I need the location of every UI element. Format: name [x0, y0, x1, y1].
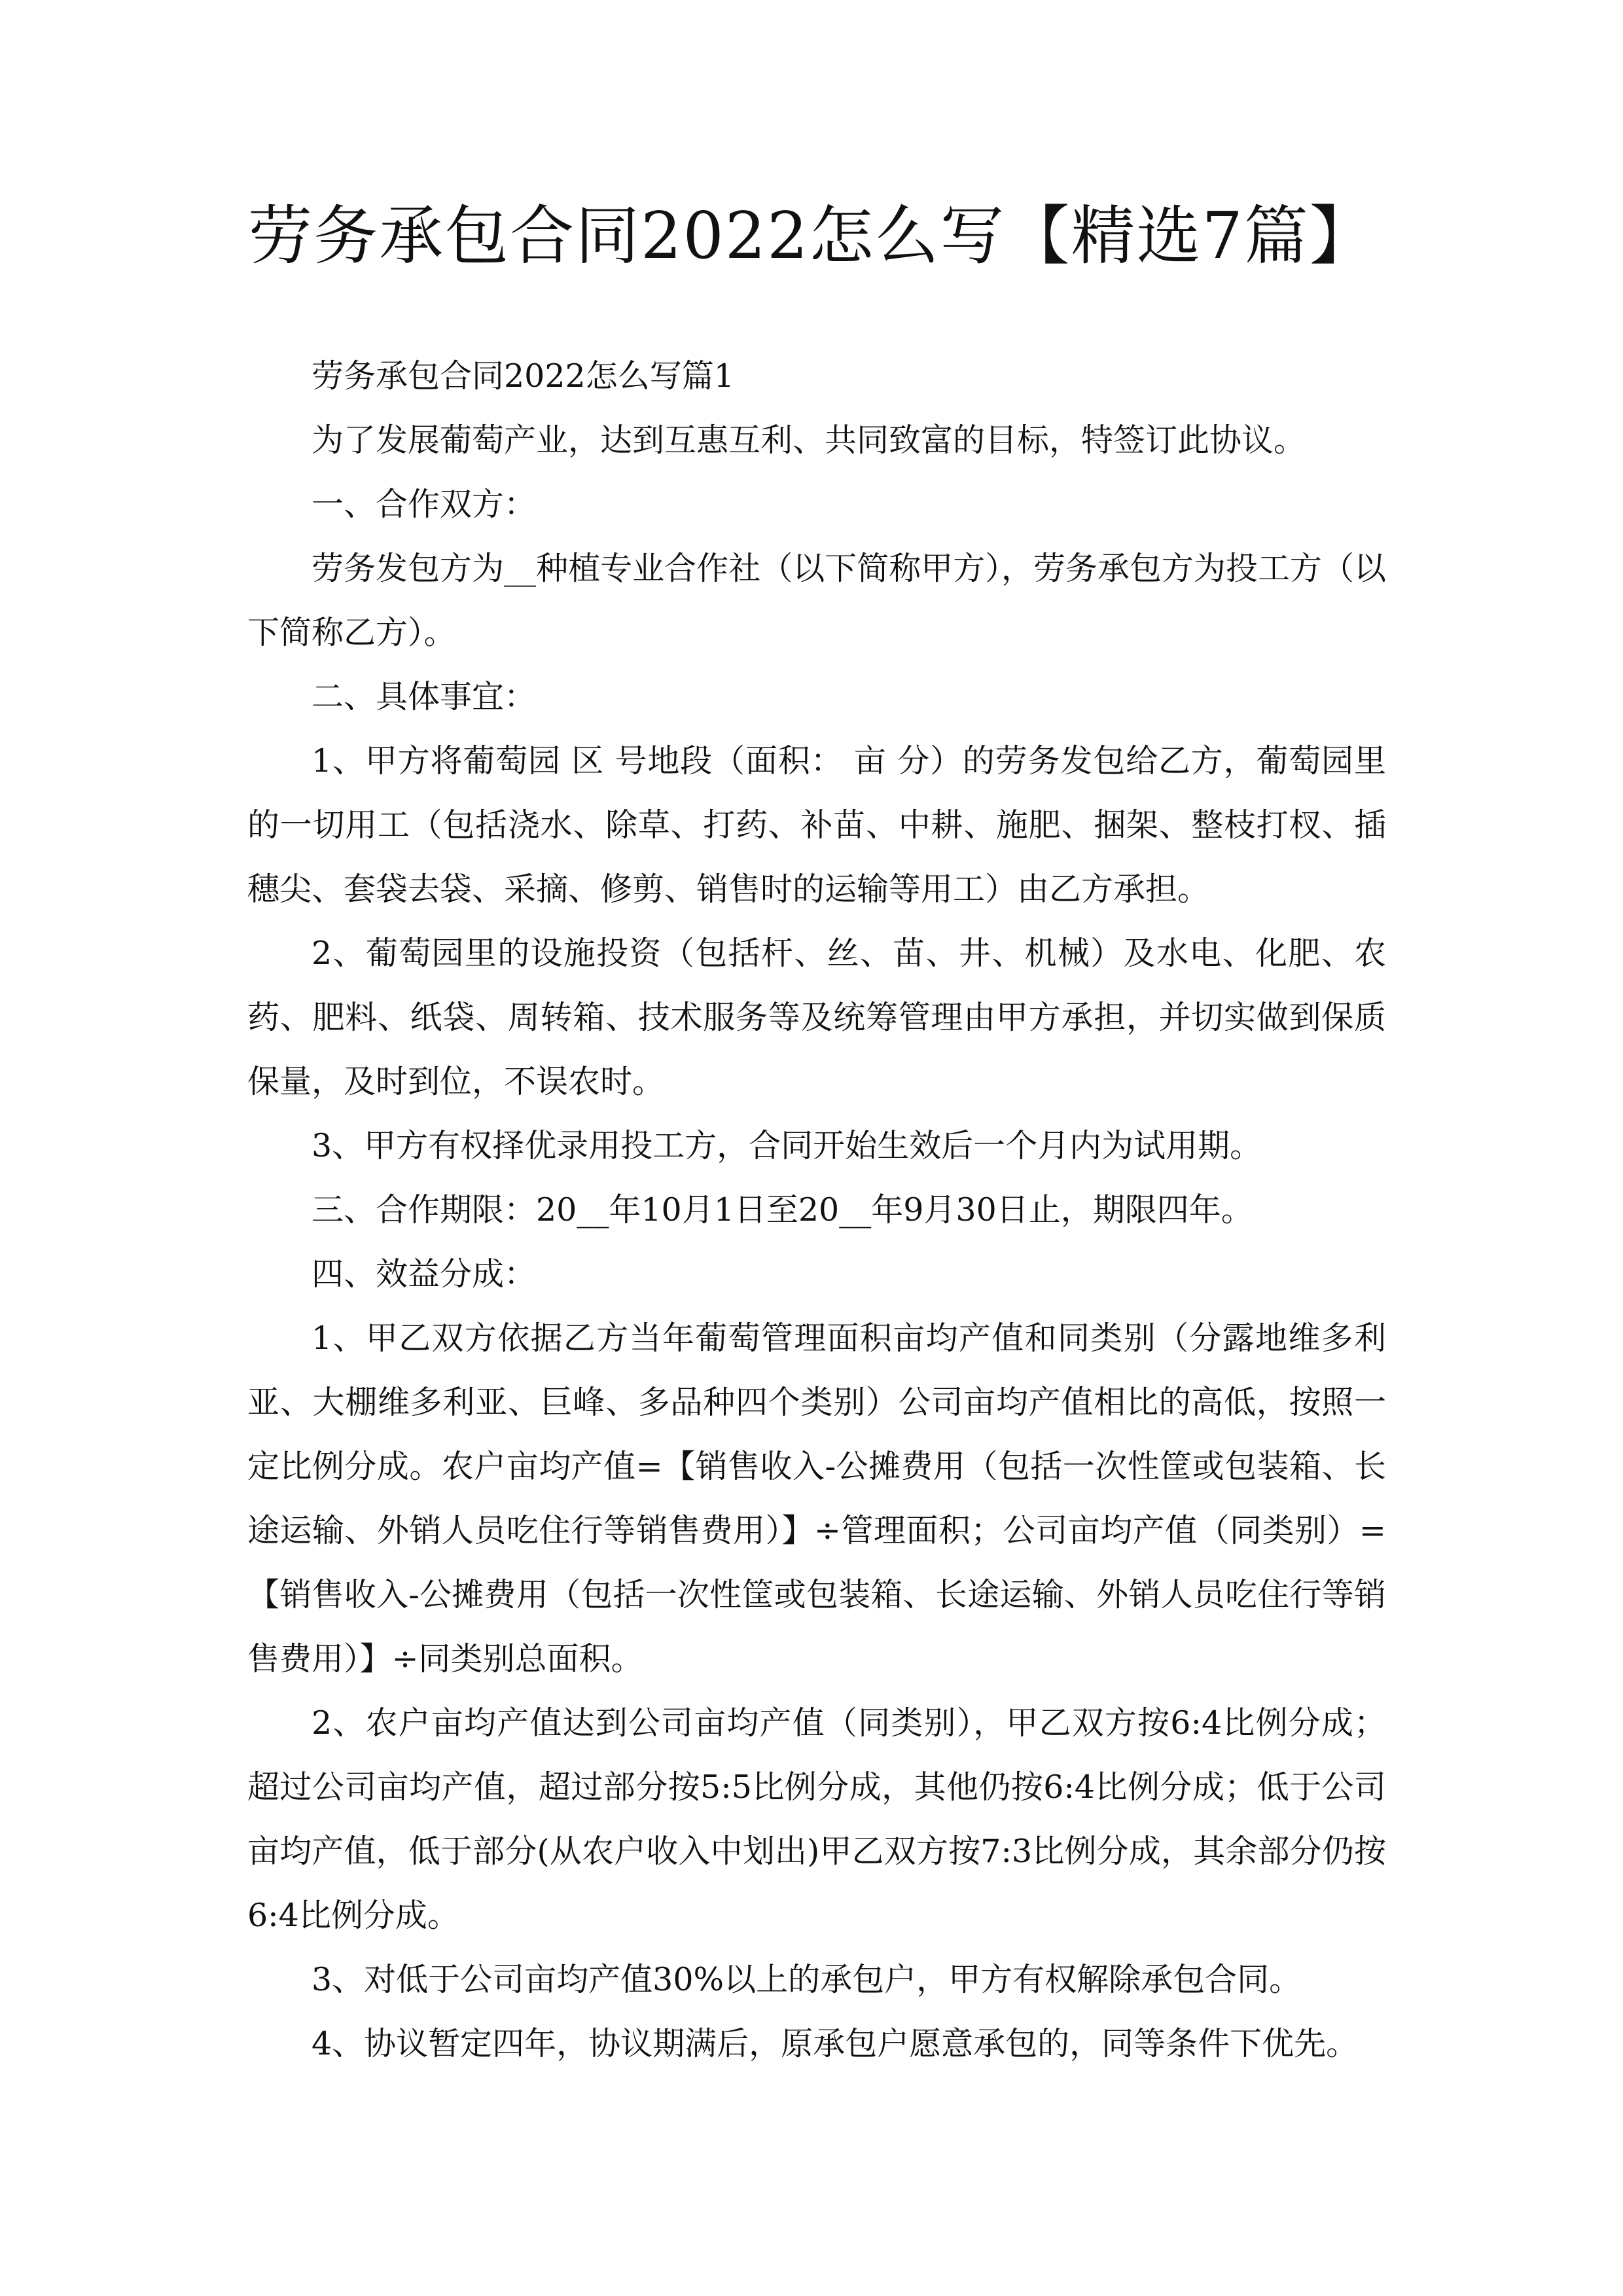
paragraph-profit-4: 4、协议暂定四年，协议期满后，原承包户愿意承包的，同等条件下优先。: [312, 2025, 1359, 2062]
clause-heading-parties: 一、合作双方：: [312, 486, 537, 523]
paragraph-detail-3: 3、甲方有权择优录用投工方，合同开始生效后一个月内为试用期。: [312, 1127, 1262, 1164]
paragraph-term: 三、合作期限：20__年10月1日至20__年9月30日止，期限四年。: [312, 1191, 1253, 1229]
document-body: [247, 344, 1386, 2076]
paragraph-detail-2: 2、葡萄园里的设施投资（包括杆、丝、苗、井、机械）及水电、化肥、农药、肥料、纸袋、周转箱、技术服务等及统筹管理由甲方承担，并切实做到保质保量，及时到位，不误农时。: [247, 935, 1386, 1100]
paragraph-purpose: 为了发展葡萄产业，达到互惠互利、共同致富的目标，特签订此协议。: [312, 422, 1306, 459]
document-title: 劳务承包合同2022怎么写【精选7篇】: [248, 199, 1375, 274]
paragraph-profit-2: 2、农户亩均产值达到公司亩均产值（同类别），甲乙双方按6:4比例分成；超过公司亩均产值，超过部分按5:5比例分成，其他仍按6:4比例分成；低于公司亩均产值，低于部分(从农户收入中划出)甲乙双方按7:3比例分成，其余部分仍按6:4比例分成。: [247, 1704, 1386, 1934]
clause-heading-details: 二、具体事宜：: [312, 678, 537, 715]
paragraph-detail-1: 1、甲方将葡萄园 区 号地段（面积： 亩 分）的劳务发包给乙方，葡萄园里的一切用工（包括浇水、除草、打药、补苗、中耕、施肥、捆架、整枝打杈、插穗尖、套袋去袋、采摘、修剪、销售时的运输等用工）由乙方承担。: [247, 742, 1386, 908]
paragraph-profit-3: 3、对低于公司亩均产值30%以上的承包户，甲方有权解除承包合同。: [312, 1961, 1302, 1998]
section-heading: 劳务承包合同2022怎么写篇1: [312, 357, 734, 395]
paragraph-parties: 劳务发包方为__种植专业合作社（以下简称甲方），劳务承包方为投工方（以下简称乙方）。: [247, 550, 1386, 651]
clause-heading-profit: 四、效益分成：: [312, 1255, 537, 1293]
paragraph-profit-1: 1、甲乙双方依据乙方当年葡萄管理面积亩均产值和同类别（分露地维多利亚、大棚维多利亚、巨峰、多品种四个类别）公司亩均产值相比的高低，按照一定比例分成。农户亩均产值=【销售收入-公摊费用（包括一次性筐或包装箱、长途运输、外销人员吃住行等销售费用）】÷管理面积；公司亩均产值（同类别）=【销售收入-公摊费用（包括一次性筐或包装箱、长途运输、外销人员吃住行等销售费用）】÷同类别总面积。: [247, 1319, 1386, 1677]
